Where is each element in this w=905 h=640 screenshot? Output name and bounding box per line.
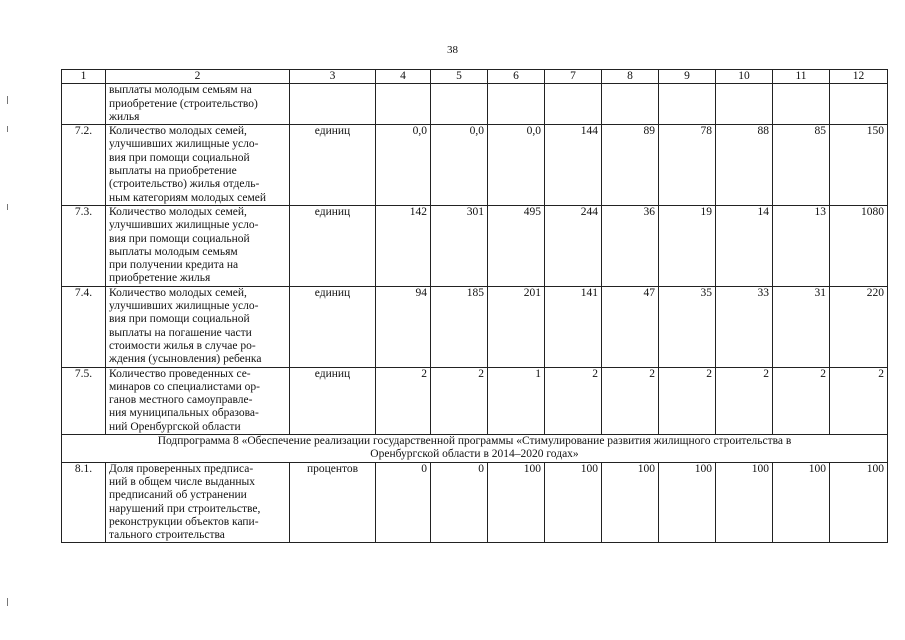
header-row: [62, 70, 888, 84]
value-cell: 36: [602, 205, 659, 286]
value-cell: 100: [830, 462, 888, 543]
value-cell: 94: [376, 286, 431, 367]
indicator-name-line: тального строительства: [109, 529, 225, 542]
continuation-row: [62, 84, 888, 125]
value-cell: 244: [545, 205, 602, 286]
empty-cell: [376, 84, 431, 125]
value-cell: 0,0: [376, 125, 431, 206]
column-header: 5: [431, 70, 488, 84]
table-body: [62, 70, 888, 543]
unit-cell: процентов: [290, 462, 376, 543]
unit-cell: единиц: [290, 125, 376, 206]
indicator-name-line: ний Оренбургской области: [109, 420, 241, 433]
value-cell: 2: [773, 367, 830, 434]
unit-cell: единиц: [290, 286, 376, 367]
indicator-name-line: стоимости жилья в случае ро-: [109, 339, 256, 352]
indicator-name-line: ний в общем числе выданных: [109, 475, 256, 488]
subprogram-line: Оренбургской области в 2014–2020 годах»: [370, 448, 579, 461]
subprogram-row: [62, 435, 888, 463]
value-cell: 2: [830, 367, 888, 434]
indicator-name-line: ния муниципальных образова-: [109, 407, 259, 420]
indicator-name-line: вия при помощи социальной: [109, 232, 250, 245]
indicator-name-cell: [106, 367, 290, 434]
indicator-name-line: приобретение жилья: [109, 272, 211, 285]
value-cell: 141: [545, 286, 602, 367]
value-cell: 2: [545, 367, 602, 434]
value-cell: 220: [830, 286, 888, 367]
column-header: 10: [716, 70, 773, 84]
value-cell: 185: [431, 286, 488, 367]
column-header: 11: [773, 70, 830, 84]
value-cell: 0,0: [431, 125, 488, 206]
indicator-name-line: выплаты на погашение части: [109, 326, 252, 339]
value-cell: 31: [773, 286, 830, 367]
value-cell: 2: [431, 367, 488, 434]
value-cell: 89: [602, 125, 659, 206]
value-cell: 100: [602, 462, 659, 543]
indicator-name-line: приобретение (строительство): [109, 97, 258, 110]
value-cell: 100: [659, 462, 716, 543]
value-cell: 100: [716, 462, 773, 543]
subprogram-heading: [62, 435, 888, 463]
subprogram-line: Подпрограмма 8 «Обеспечение реализации государственной программы «Стимулирование развития жилищного строительства в: [157, 435, 792, 448]
indicator-name-line: вия при помощи социальной: [109, 151, 250, 164]
indicator-name-cell: [106, 286, 290, 367]
value-cell: 201: [488, 286, 545, 367]
table-row: [62, 367, 888, 434]
page-number: 38: [447, 44, 458, 56]
scan-margin-mark: [7, 204, 8, 210]
indicator-table: [61, 69, 888, 543]
row-number: 7.5.: [62, 367, 106, 434]
table-row: [62, 205, 888, 286]
value-cell: 14: [716, 205, 773, 286]
indicator-name-line: вия при помощи социальной: [109, 313, 250, 326]
row-number: 7.3.: [62, 205, 106, 286]
value-cell: 100: [545, 462, 602, 543]
column-header: 12: [830, 70, 888, 84]
empty-cell: [602, 84, 659, 125]
indicator-name-line: нарушений при строительстве,: [109, 502, 261, 515]
column-header: 6: [488, 70, 545, 84]
indicator-name-line: при получении кредита на: [109, 259, 239, 272]
value-cell: 0,0: [488, 125, 545, 206]
indicator-name-line: улучшивших жилищные усло-: [109, 219, 259, 232]
indicator-name-line: ным категориям молодых семей: [109, 191, 267, 204]
value-cell: 495: [488, 205, 545, 286]
indicator-name-cell: [106, 462, 290, 543]
column-header: 8: [602, 70, 659, 84]
value-cell: 2: [716, 367, 773, 434]
value-cell: 100: [488, 462, 545, 543]
column-header: 1: [62, 70, 106, 84]
indicator-name-line: Доля проверенных предписа-: [109, 462, 254, 475]
value-cell: 85: [773, 125, 830, 206]
indicator-name-line: жилья: [109, 110, 140, 123]
indicator-name-line: Количество молодых семей,: [109, 286, 247, 299]
indicator-name-cell: [106, 84, 290, 125]
empty-cell: [773, 84, 830, 125]
scan-margin-mark: [7, 96, 8, 104]
value-cell: 144: [545, 125, 602, 206]
scan-margin-mark: [7, 126, 8, 132]
table-row: [62, 462, 888, 543]
unit-cell: единиц: [290, 367, 376, 434]
row-number: 7.2.: [62, 125, 106, 206]
row-number: 7.4.: [62, 286, 106, 367]
empty-cell: [830, 84, 888, 125]
empty-cell: [431, 84, 488, 125]
indicator-name-line: улучшивших жилищные усло-: [109, 300, 259, 313]
empty-cell: [716, 84, 773, 125]
value-cell: 33: [716, 286, 773, 367]
table-row: [62, 286, 888, 367]
value-cell: 0: [376, 462, 431, 543]
value-cell: 142: [376, 205, 431, 286]
indicator-name-line: выплаты молодым семьям на: [109, 84, 252, 97]
value-cell: 35: [659, 286, 716, 367]
table-row: [62, 125, 888, 206]
value-cell: 13: [773, 205, 830, 286]
indicator-name-line: (строительство) жилья отдель-: [109, 178, 260, 191]
column-header: 2: [106, 70, 290, 84]
value-cell: 1080: [830, 205, 888, 286]
value-cell: 0: [431, 462, 488, 543]
indicator-name-line: реконструкции объектов капи-: [109, 515, 259, 528]
indicator-name-line: ганов местного самоуправле-: [109, 394, 253, 407]
value-cell: 2: [659, 367, 716, 434]
value-cell: 19: [659, 205, 716, 286]
empty-cell: [488, 84, 545, 125]
value-cell: 88: [716, 125, 773, 206]
empty-cell: [545, 84, 602, 125]
indicator-name-line: выплаты молодым семьям: [109, 245, 238, 258]
value-cell: 301: [431, 205, 488, 286]
indicator-name-line: улучшивших жилищные усло-: [109, 138, 259, 151]
column-header: 4: [376, 70, 431, 84]
value-cell: 78: [659, 125, 716, 206]
value-cell: 150: [830, 125, 888, 206]
value-cell: 2: [602, 367, 659, 434]
unit-cell: единиц: [290, 205, 376, 286]
value-cell: 47: [602, 286, 659, 367]
column-header: 7: [545, 70, 602, 84]
empty-cell: [290, 84, 376, 125]
indicator-name-line: предписаний об устранении: [109, 489, 247, 502]
value-cell: 100: [773, 462, 830, 543]
indicator-name-line: выплаты на приобретение: [109, 165, 237, 178]
scan-margin-mark: [7, 598, 8, 606]
row-number: 8.1.: [62, 462, 106, 543]
value-cell: 1: [488, 367, 545, 434]
row-number-cell: [62, 84, 106, 125]
column-header: 9: [659, 70, 716, 84]
empty-cell: [659, 84, 716, 125]
indicator-name-line: минаров со специалистами ор-: [109, 380, 261, 393]
indicator-name-line: Количество проведенных се-: [109, 367, 251, 380]
indicator-name-cell: [106, 125, 290, 206]
column-header: 3: [290, 70, 376, 84]
value-cell: 2: [376, 367, 431, 434]
indicator-name-cell: [106, 205, 290, 286]
indicator-name-line: Количество молодых семей,: [109, 205, 247, 218]
indicator-name-line: Количество молодых семей,: [109, 125, 247, 138]
indicator-name-line: ждения (усыновления) ребенка: [109, 353, 262, 366]
